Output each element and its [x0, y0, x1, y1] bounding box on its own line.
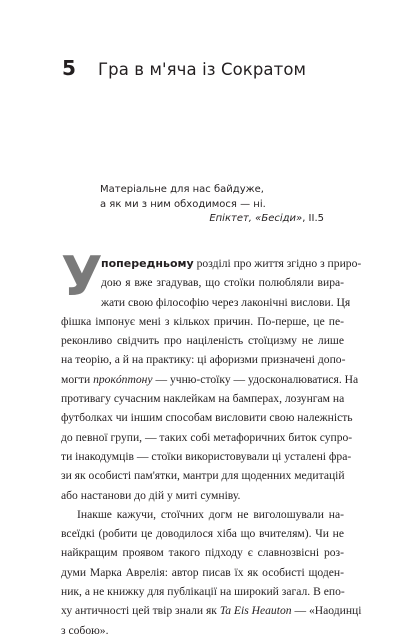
epigraph	[100, 183, 324, 227]
body-line	[61, 254, 362, 273]
body-line: ник, а не книжку для публікації на широкий загал. В епо-	[61, 585, 345, 599]
dropcap: У	[61, 245, 103, 308]
body-bold-word: попередньому	[101, 257, 194, 270]
body-line: Інакше кажучи, стоїчних догм не виголошували на-	[77, 507, 344, 521]
body-line-text: розділі про життя згідно з приро-	[193, 257, 362, 270]
body-line-text: — «Наодинці	[291, 604, 362, 618]
body-line: до певної групи, — таких собі метафоричних биток супро-	[61, 430, 353, 444]
chapter-title: Гра в м'яча із Сократом	[98, 60, 307, 79]
epigraph-line: Матеріальне для нас байдуже,	[100, 184, 264, 195]
body-line: противагу сучасним наклейкам на бамперах, лозунгам на	[61, 392, 345, 406]
body-line: думи Марка Аврелія: автор писав їх як особисті щоден-	[61, 565, 344, 579]
body-line: на теорію, а й на практику: ці афоризми призначені допо-	[61, 353, 346, 367]
body-line: футболках чи іншим способам висловити свою належність	[61, 411, 353, 425]
body-line: зи як особисті пам'ятки, мантри для щоденних медитацій	[61, 469, 345, 483]
body-line: або настанови до дій у миті сумніву.	[61, 488, 241, 502]
attribution-author: Епіктет,	[209, 213, 256, 224]
chapter-number: 5	[62, 56, 76, 80]
body-line: з собою».	[61, 623, 109, 637]
body-line-text: ху античності цей твір знали як	[61, 604, 220, 618]
epigraph-attribution	[100, 212, 324, 227]
body-line: дою я вже згадував, що стоїки полюбляли вира-	[101, 276, 344, 290]
body-line: найкращим проявом такого підходу є славнозвісні роз-	[61, 546, 344, 560]
body-line: ти інакодумців — стоїки використовували ці усталені фра-	[61, 449, 352, 463]
attribution-ref: , II.5	[302, 213, 324, 224]
epigraph-line: а як ми з ним обходимося — ні.	[100, 198, 266, 210]
body-line-text: — учню-стоїку — удосконалюватися. На	[152, 372, 359, 386]
body-line: жати свою філософію через лаконічні вислови. Ця	[101, 295, 351, 309]
body-line	[61, 370, 359, 389]
body-italic-word: прокóптону	[93, 372, 153, 386]
body-line: реконливо свідчить про націленість стоїцизму не лише	[61, 334, 344, 348]
body-line: фішка імпонує мені з кількох причин. По-перше, це пе-	[61, 314, 344, 328]
body-text	[61, 254, 362, 640]
body-line	[61, 601, 362, 620]
chapter-header	[62, 56, 306, 80]
body-italic-title: Ta Eis Heauton	[219, 604, 292, 618]
body-line-text: могти	[61, 372, 94, 386]
body-line: всеїдкі (робити це доводилося хіба що вчителям). Чи не	[61, 527, 344, 541]
attribution-work: «Бесіди»	[255, 213, 303, 224]
